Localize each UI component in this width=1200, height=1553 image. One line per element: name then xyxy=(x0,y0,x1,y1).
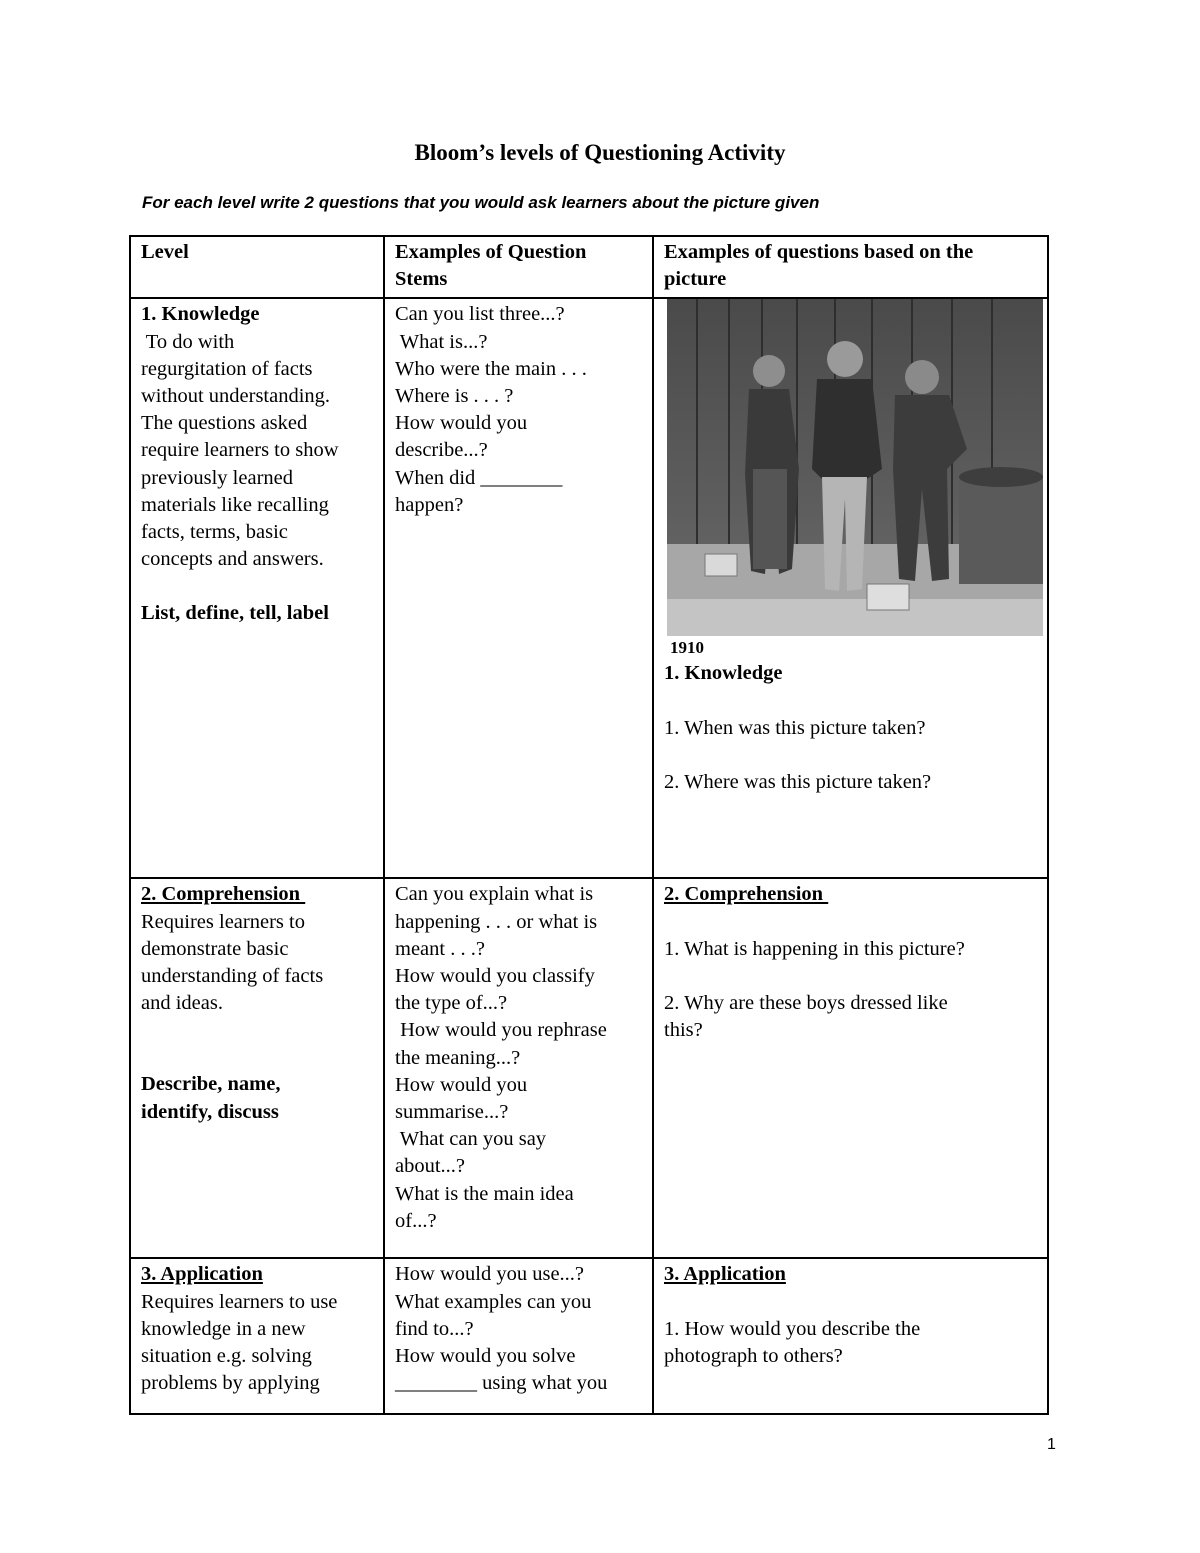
question-line: 1. When was this picture taken? xyxy=(664,716,926,739)
stem-line: How would you use...? xyxy=(395,1263,585,1286)
level-desc-line: without understanding. xyxy=(141,385,331,408)
stem-line: What is...? xyxy=(395,330,488,353)
stem-line: How would you xyxy=(395,1073,528,1096)
question-line: photograph to others? xyxy=(664,1344,843,1367)
table-row-comprehension xyxy=(130,878,1048,1258)
stem-line: ________ using what you xyxy=(395,1372,608,1395)
level-desc-line: problems by applying xyxy=(141,1372,320,1395)
question-heading: 1. Knowledge xyxy=(664,662,783,685)
level-cell xyxy=(130,298,384,878)
level-title: 3. Application xyxy=(141,1263,263,1286)
level-desc-line: Requires learners to use xyxy=(141,1290,338,1313)
stem-line: about...? xyxy=(395,1155,466,1178)
level-desc-line: facts, terms, basic xyxy=(141,521,288,544)
stem-line: Can you explain what is xyxy=(395,883,594,906)
stem-line: happening . . . or what is xyxy=(395,910,598,933)
stem-line: the type of...? xyxy=(395,992,508,1015)
level-desc-line: knowledge in a new xyxy=(141,1317,306,1340)
page-title: Bloom’s levels of Questioning Activity xyxy=(414,140,786,165)
stem-line: How would you classify xyxy=(395,965,595,988)
table-row-application xyxy=(130,1258,1048,1414)
level-cell xyxy=(130,878,384,1258)
stem-line: Where is . . . ? xyxy=(395,385,514,408)
stem-line: Who were the main . . . xyxy=(395,357,587,380)
level-keywords: identify, discuss xyxy=(141,1100,279,1123)
stems-cell xyxy=(384,1258,653,1414)
picture-cell xyxy=(653,1258,1048,1414)
picture-cell xyxy=(653,878,1048,1258)
level-desc-line: situation e.g. solving xyxy=(141,1345,312,1368)
header-stems-label: Examples of Question xyxy=(395,241,587,263)
header-picture xyxy=(653,236,1048,298)
stem-line: describe...? xyxy=(395,439,488,462)
question-line: 2. Where was this picture taken? xyxy=(664,770,932,793)
level-cell xyxy=(130,1258,384,1414)
question-heading: 3. Application xyxy=(664,1263,786,1286)
header-row xyxy=(130,236,1048,298)
level-desc-line: The questions asked xyxy=(141,412,308,435)
level-desc-line: and ideas. xyxy=(141,992,223,1015)
stem-line: How would you rephrase xyxy=(395,1019,607,1042)
stem-line: What examples can you xyxy=(395,1290,592,1313)
level-keywords: Describe, name, xyxy=(141,1073,281,1096)
level-desc-line: understanding of facts xyxy=(141,965,324,988)
page-number: 1 xyxy=(1047,1436,1056,1453)
question-line: 2. Why are these boys dressed like xyxy=(664,991,948,1014)
stem-line: happen? xyxy=(395,493,464,516)
instruction-text: For each level write 2 questions that you would ask learners about the picture given xyxy=(142,193,820,212)
stem-line: Can you list three...? xyxy=(395,303,565,326)
stem-line: How would you solve xyxy=(395,1345,576,1368)
stem-line: When did ________ xyxy=(395,466,563,489)
stem-line: meant . . .? xyxy=(395,937,485,960)
question-line: 1. How would you describe the xyxy=(664,1317,921,1340)
stems-cell xyxy=(384,878,653,1258)
level-desc-line: concepts and answers. xyxy=(141,548,324,571)
level-desc-line: previously learned xyxy=(141,466,293,489)
level-desc-line: materials like recalling xyxy=(141,493,329,516)
level-keywords: List, define, tell, label xyxy=(141,602,329,625)
level-desc-line: Requires learners to xyxy=(141,910,305,933)
level-desc-line: demonstrate basic xyxy=(141,937,289,960)
stem-line: What can you say xyxy=(395,1128,547,1151)
stem-line: of...? xyxy=(395,1209,437,1232)
stem-line: summarise...? xyxy=(395,1101,509,1124)
picture-cell xyxy=(653,298,1048,878)
stem-line: What is the main idea xyxy=(395,1182,574,1205)
header-level xyxy=(130,236,384,298)
level-title: 2. Comprehension xyxy=(141,883,306,906)
stems-cell xyxy=(384,298,653,878)
level-desc-line: regurgitation of facts xyxy=(141,357,313,380)
header-stems xyxy=(384,236,653,298)
question-line: 1. What is happening in this picture? xyxy=(664,937,965,960)
header-stems-label: Stems xyxy=(395,268,448,291)
stem-line: the meaning...? xyxy=(395,1046,521,1069)
header-level-label: Level xyxy=(141,241,189,263)
photo-year: 1910 xyxy=(670,638,704,658)
stem-line: find to...? xyxy=(395,1317,474,1340)
header-picture-label: Examples of questions based on the xyxy=(664,241,974,263)
historical-photo xyxy=(667,299,1043,636)
question-heading: 2. Comprehension xyxy=(664,883,829,906)
level-desc-line: require learners to show xyxy=(141,439,339,462)
stem-line: How would you xyxy=(395,412,528,435)
header-picture-label: picture xyxy=(664,268,727,291)
table-row-knowledge xyxy=(130,298,1048,878)
question-line: this? xyxy=(664,1019,703,1042)
level-title: 1. Knowledge xyxy=(141,303,260,326)
blooms-table xyxy=(129,235,1049,1415)
level-desc-line: To do with xyxy=(141,330,235,353)
